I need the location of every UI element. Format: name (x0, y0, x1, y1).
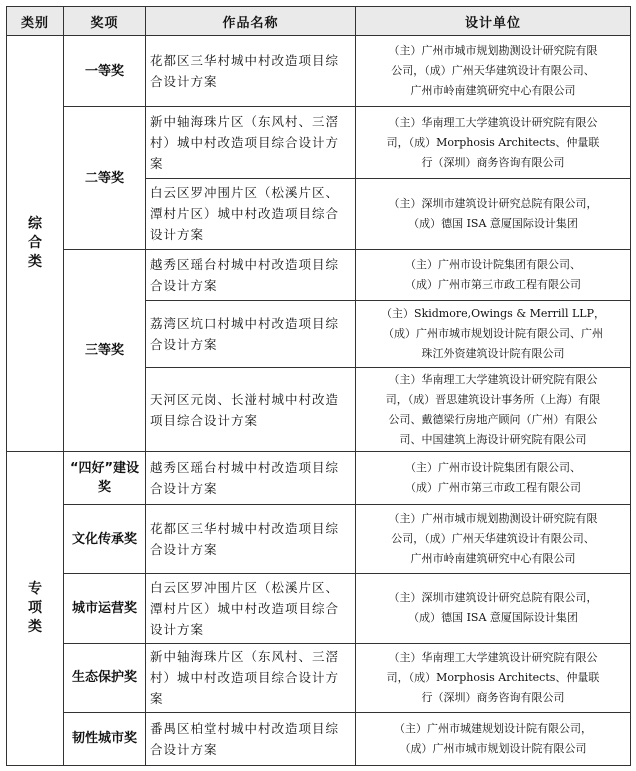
table-row (7, 574, 631, 643)
table-row (7, 250, 631, 301)
design-unit: （主）华南理工大学建筑设计研究院有限公 司，（成）Morphosis Architects、仲量联 行（深圳）商务咨询有限公司 (356, 107, 631, 178)
header-category: 类别 (7, 7, 64, 36)
work-name: 花都区三华村城中村改造项目综合设计方案 (146, 36, 356, 107)
design-unit: （主）华南理工大学建筑设计研究院有限公 司，（成）晋思建筑设计事务所（上海）有限 公司、戴德梁行房地产顾问（广州）有限公 司、中国建筑上海设计研究院有限公司 (356, 368, 631, 452)
table-row (7, 643, 631, 712)
award-ecology: 生态保护奖 (64, 643, 146, 712)
design-unit: （主）广州市城建规划设计院有限公司， （成）广州市城市规划设计院有限公司 (356, 712, 631, 765)
design-unit: （主）Skidmore,Owings & Merrill LLP， （成）广州市城市规划设计院有限公司、广州 珠江外资建筑设计院有限公司 (356, 301, 631, 368)
work-name: 白云区罗冲围片区（松溪片区、潭村片区）城中村改造项目综合设计方案 (146, 574, 356, 643)
table-row (7, 712, 631, 765)
work-name: 越秀区瑶台村城中村改造项目综合设计方案 (146, 451, 356, 504)
design-unit: （主）深圳市建筑设计研究总院有限公司， （成）德国 ISA 意厦国际设计集团 (356, 178, 631, 249)
table-row (7, 36, 631, 107)
work-name: 天河区元岗、长湴村城中村改造项目综合设计方案 (146, 368, 356, 452)
design-unit: （主）华南理工大学建筑设计研究院有限公 司，（成）Morphosis Architects、仲量联 行（深圳）商务咨询有限公司 (356, 643, 631, 712)
header-work: 作品名称 (146, 7, 356, 36)
award-third: 三等奖 (64, 250, 146, 452)
table-row (7, 107, 631, 178)
award-table (6, 6, 631, 766)
work-name: 番禺区柏堂村城中村改造项目综合设计方案 (146, 712, 356, 765)
header-award: 奖项 (64, 7, 146, 36)
award-second: 二等奖 (64, 107, 146, 250)
design-unit: （主）深圳市建筑设计研究总院有限公司， （成）德国 ISA 意厦国际设计集团 (356, 574, 631, 643)
table-row (7, 451, 631, 504)
award-operation: 城市运营奖 (64, 574, 146, 643)
category-special: 专项类 (7, 451, 64, 765)
header-unit: 设计单位 (356, 7, 631, 36)
design-unit: （主）广州市设计院集团有限公司、 （成）广州市第三市政工程有限公司 (356, 451, 631, 504)
design-unit: （主）广州市城市规划勘测设计研究院有限 公司，（成）广州天华建筑设计有限公司、 广州市岭南建筑研究中心有限公司 (356, 504, 631, 573)
work-name: 荔湾区坑口村城中村改造项目综合设计方案 (146, 301, 356, 368)
award-sihao: “四好”建设奖 (64, 451, 146, 504)
work-name: 越秀区瑶台村城中村改造项目综合设计方案 (146, 250, 356, 301)
table-row (7, 504, 631, 573)
work-name: 花都区三华村城中村改造项目综合设计方案 (146, 504, 356, 573)
design-unit: （主）广州市设计院集团有限公司、 （成）广州市第三市政工程有限公司 (356, 250, 631, 301)
work-name: 新中轴海珠片区（东风村、三滘村）城中村改造项目综合设计方案 (146, 643, 356, 712)
header-row (7, 7, 631, 36)
work-name: 新中轴海珠片区（东风村、三滘村）城中村改造项目综合设计方案 (146, 107, 356, 178)
work-name: 白云区罗冲围片区（松溪片区、潭村片区）城中村改造项目综合设计方案 (146, 178, 356, 249)
award-first: 一等奖 (64, 36, 146, 107)
award-resilience: 韧性城市奖 (64, 712, 146, 765)
award-culture: 文化传承奖 (64, 504, 146, 573)
category-comprehensive: 综合类 (7, 36, 64, 452)
design-unit: （主）广州市城市规划勘测设计研究院有限 公司，（成）广州天华建筑设计有限公司、 广州市岭南建筑研究中心有限公司 (356, 36, 631, 107)
